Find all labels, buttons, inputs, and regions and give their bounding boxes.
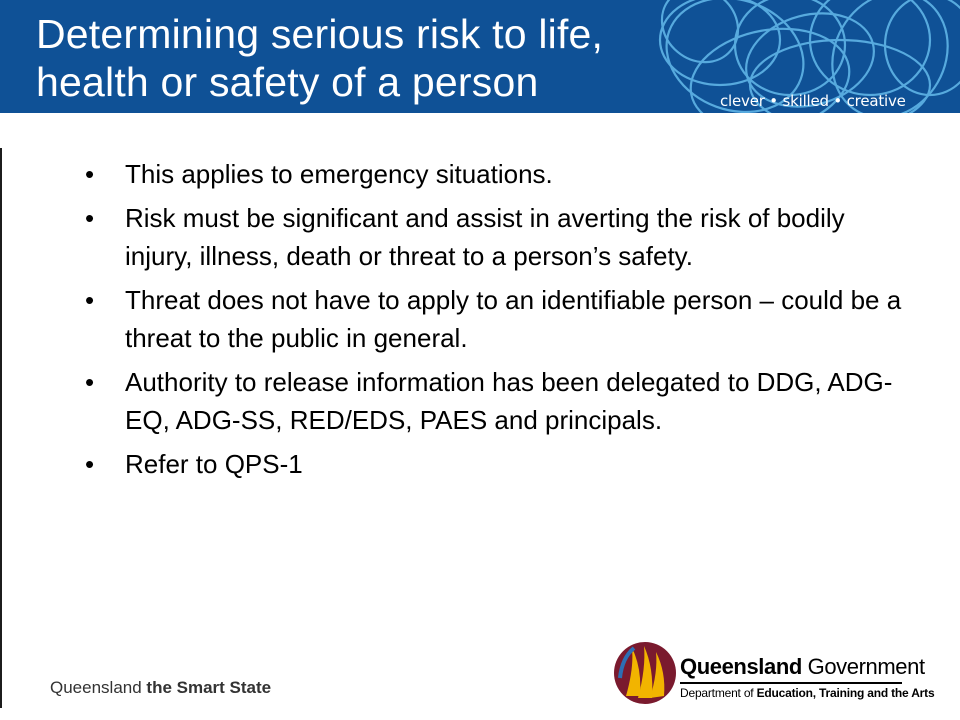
bullet-item: • This applies to emergency situations. [85,155,905,193]
bullet-list [85,155,905,489]
smart-state-slogan [50,678,271,698]
slide-title [36,10,603,106]
slogan-bold: the Smart State [146,678,272,697]
queensland-government-crest-icon [612,638,678,708]
title-line-2: health or safety of a person [36,59,539,105]
bullet-item: • Risk must be significant and assist in averting the risk of bodily injury, illness, death or threat to a person’s safety. [85,199,905,275]
bullet-item: • Threat does not have to apply to an identifiable person – could be a threat to the public in general. [85,281,905,357]
gov-rest: Government [801,654,925,679]
department-name [680,686,934,700]
dept-prefix: Department of [680,686,757,700]
tagline: clever • skilled • creative [720,92,906,110]
queensland-government-wordmark [680,654,925,680]
dept-bold: Education, Training and the Arts [756,686,935,700]
wordmark-divider [680,682,902,684]
slogan-prefix: Queensland [50,678,147,697]
left-divider [0,148,2,708]
title-line-1: Determining serious risk to life, [36,11,604,57]
bullet-item: • Authority to release information has been delegated to DDG, ADG-EQ, ADG-SS, RED/EDS, PAES and principals. [85,363,905,439]
bullet-item: • Refer to QPS-1 [85,445,905,483]
gov-bold: Queensland [680,654,802,679]
slide-header [0,0,960,113]
